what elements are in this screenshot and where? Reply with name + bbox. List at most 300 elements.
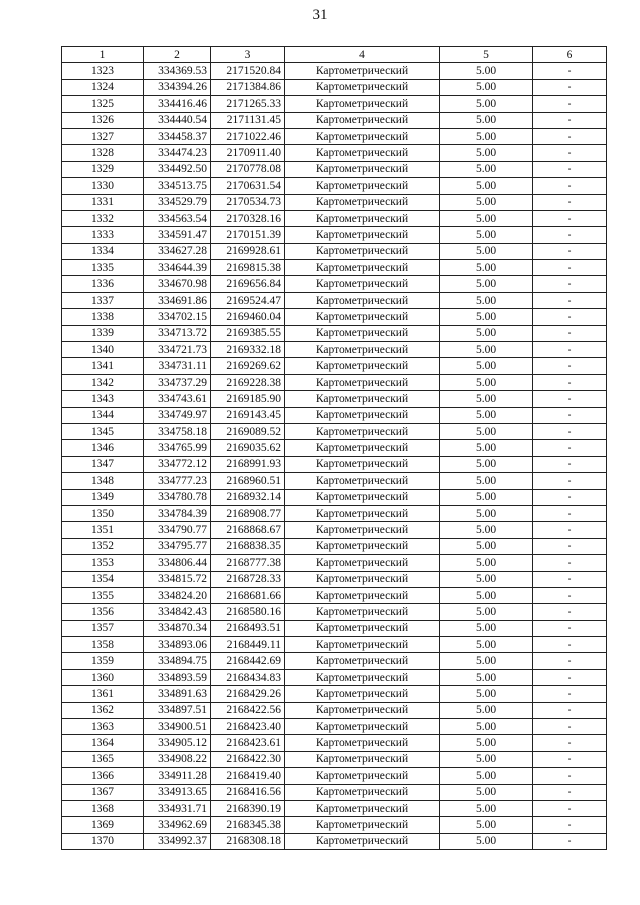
point-number-cell: 1348	[62, 473, 144, 489]
y-coordinate-cell: 2168423.40	[211, 719, 285, 735]
point-number-cell: 1346	[62, 440, 144, 456]
description-cell: -	[533, 456, 607, 472]
point-number-cell: 1366	[62, 768, 144, 784]
x-coordinate-cell: 334416.46	[144, 96, 211, 112]
method-cell: Картометрический	[285, 309, 440, 325]
description-cell: -	[533, 653, 607, 669]
method-cell: Картометрический	[285, 751, 440, 767]
x-coordinate-cell: 334474.23	[144, 145, 211, 161]
method-cell: Картометрический	[285, 604, 440, 620]
point-number-cell: 1323	[62, 63, 144, 79]
y-coordinate-cell: 2171520.84	[211, 63, 285, 79]
description-cell: -	[533, 571, 607, 587]
point-number-cell: 1327	[62, 128, 144, 144]
point-number-cell: 1353	[62, 555, 144, 571]
x-coordinate-cell: 334795.77	[144, 538, 211, 554]
y-coordinate-cell: 2168728.33	[211, 571, 285, 587]
table-row	[62, 112, 607, 128]
x-coordinate-cell: 334870.34	[144, 620, 211, 636]
description-cell: -	[533, 522, 607, 538]
point-number-cell: 1325	[62, 96, 144, 112]
y-coordinate-cell: 2168422.56	[211, 702, 285, 718]
description-cell: -	[533, 161, 607, 177]
y-coordinate-cell: 2168777.38	[211, 555, 285, 571]
x-coordinate-cell: 334440.54	[144, 112, 211, 128]
accuracy-cell: 5.00	[440, 538, 533, 554]
method-cell: Картометрический	[285, 325, 440, 341]
description-cell: -	[533, 423, 607, 439]
y-coordinate-cell: 2168442.69	[211, 653, 285, 669]
x-coordinate-cell: 334893.59	[144, 669, 211, 685]
y-coordinate-cell: 2169656.84	[211, 276, 285, 292]
y-coordinate-cell: 2170151.39	[211, 227, 285, 243]
x-coordinate-cell: 334458.37	[144, 128, 211, 144]
method-cell: Картометрический	[285, 374, 440, 390]
y-coordinate-cell: 2168493.51	[211, 620, 285, 636]
accuracy-cell: 5.00	[440, 800, 533, 816]
point-number-cell: 1333	[62, 227, 144, 243]
description-cell: -	[533, 637, 607, 653]
accuracy-cell: 5.00	[440, 686, 533, 702]
table-row	[62, 227, 607, 243]
x-coordinate-cell: 334394.26	[144, 79, 211, 95]
table-row	[62, 751, 607, 767]
description-cell: -	[533, 407, 607, 423]
x-coordinate-cell: 334992.37	[144, 833, 211, 849]
x-coordinate-cell: 334913.65	[144, 784, 211, 800]
table-row	[62, 407, 607, 423]
x-coordinate-cell: 334772.12	[144, 456, 211, 472]
point-number-cell: 1330	[62, 178, 144, 194]
point-number-cell: 1367	[62, 784, 144, 800]
description-cell: -	[533, 833, 607, 849]
table-row	[62, 637, 607, 653]
y-coordinate-cell: 2168434.83	[211, 669, 285, 685]
y-coordinate-cell: 2168416.56	[211, 784, 285, 800]
x-coordinate-cell: 334900.51	[144, 719, 211, 735]
y-coordinate-cell: 2168991.93	[211, 456, 285, 472]
y-coordinate-cell: 2171384.86	[211, 79, 285, 95]
description-cell: -	[533, 817, 607, 833]
accuracy-cell: 5.00	[440, 489, 533, 505]
table-row	[62, 145, 607, 161]
table-row	[62, 178, 607, 194]
description-cell: -	[533, 194, 607, 210]
x-coordinate-cell: 334713.72	[144, 325, 211, 341]
description-cell: -	[533, 79, 607, 95]
table-row	[62, 489, 607, 505]
column-header-6: 6	[533, 47, 607, 63]
method-cell: Картометрический	[285, 210, 440, 226]
point-number-cell: 1343	[62, 391, 144, 407]
point-number-cell: 1345	[62, 423, 144, 439]
method-cell: Картометрический	[285, 817, 440, 833]
accuracy-cell: 5.00	[440, 571, 533, 587]
point-number-cell: 1326	[62, 112, 144, 128]
point-number-cell: 1369	[62, 817, 144, 833]
accuracy-cell: 5.00	[440, 63, 533, 79]
accuracy-cell: 5.00	[440, 178, 533, 194]
header-row	[62, 47, 607, 63]
table-row	[62, 473, 607, 489]
page-number: 31	[312, 7, 328, 23]
description-cell: -	[533, 358, 607, 374]
accuracy-cell: 5.00	[440, 555, 533, 571]
accuracy-cell: 5.00	[440, 210, 533, 226]
coordinates-table	[61, 46, 607, 850]
table-row	[62, 358, 607, 374]
description-cell: -	[533, 587, 607, 603]
accuracy-cell: 5.00	[440, 358, 533, 374]
y-coordinate-cell: 2169332.18	[211, 342, 285, 358]
table-row	[62, 686, 607, 702]
accuracy-cell: 5.00	[440, 751, 533, 767]
x-coordinate-cell: 334815.72	[144, 571, 211, 587]
point-number-cell: 1359	[62, 653, 144, 669]
y-coordinate-cell: 2168960.51	[211, 473, 285, 489]
method-cell: Картометрический	[285, 260, 440, 276]
table-row	[62, 833, 607, 849]
table-row	[62, 79, 607, 95]
point-number-cell: 1355	[62, 587, 144, 603]
table-row	[62, 325, 607, 341]
point-number-cell: 1337	[62, 292, 144, 308]
method-cell: Картометрический	[285, 768, 440, 784]
accuracy-cell: 5.00	[440, 817, 533, 833]
accuracy-cell: 5.00	[440, 145, 533, 161]
y-coordinate-cell: 2169460.04	[211, 309, 285, 325]
x-coordinate-cell: 334513.75	[144, 178, 211, 194]
description-cell: -	[533, 342, 607, 358]
accuracy-cell: 5.00	[440, 309, 533, 325]
point-number-cell: 1332	[62, 210, 144, 226]
table-row	[62, 669, 607, 685]
x-coordinate-cell: 334911.28	[144, 768, 211, 784]
table-row	[62, 784, 607, 800]
y-coordinate-cell: 2168868.67	[211, 522, 285, 538]
point-number-cell: 1335	[62, 260, 144, 276]
method-cell: Картометрический	[285, 391, 440, 407]
point-number-cell: 1342	[62, 374, 144, 390]
table-row	[62, 161, 607, 177]
description-cell: -	[533, 620, 607, 636]
description-cell: -	[533, 210, 607, 226]
point-number-cell: 1328	[62, 145, 144, 161]
accuracy-cell: 5.00	[440, 768, 533, 784]
y-coordinate-cell: 2168580.16	[211, 604, 285, 620]
y-coordinate-cell: 2170778.08	[211, 161, 285, 177]
method-cell: Картометрический	[285, 620, 440, 636]
description-cell: -	[533, 391, 607, 407]
column-header-1: 1	[62, 47, 144, 63]
description-cell: -	[533, 440, 607, 456]
x-coordinate-cell: 334897.51	[144, 702, 211, 718]
accuracy-cell: 5.00	[440, 79, 533, 95]
accuracy-cell: 5.00	[440, 342, 533, 358]
x-coordinate-cell: 334765.99	[144, 440, 211, 456]
method-cell: Картометрический	[285, 784, 440, 800]
description-cell: -	[533, 505, 607, 521]
y-coordinate-cell: 2169228.38	[211, 374, 285, 390]
method-cell: Картометрический	[285, 702, 440, 718]
accuracy-cell: 5.00	[440, 735, 533, 751]
accuracy-cell: 5.00	[440, 227, 533, 243]
accuracy-cell: 5.00	[440, 374, 533, 390]
x-coordinate-cell: 334737.29	[144, 374, 211, 390]
point-number-cell: 1338	[62, 309, 144, 325]
method-cell: Картометрический	[285, 128, 440, 144]
accuracy-cell: 5.00	[440, 407, 533, 423]
x-coordinate-cell: 334563.54	[144, 210, 211, 226]
description-cell: -	[533, 145, 607, 161]
description-cell: -	[533, 63, 607, 79]
accuracy-cell: 5.00	[440, 112, 533, 128]
column-header-2: 2	[144, 47, 211, 63]
x-coordinate-cell: 334702.15	[144, 309, 211, 325]
accuracy-cell: 5.00	[440, 522, 533, 538]
accuracy-cell: 5.00	[440, 276, 533, 292]
description-cell: -	[533, 800, 607, 816]
x-coordinate-cell: 334891.63	[144, 686, 211, 702]
method-cell: Картометрический	[285, 79, 440, 95]
y-coordinate-cell: 2169928.61	[211, 243, 285, 259]
point-number-cell: 1344	[62, 407, 144, 423]
y-coordinate-cell: 2168422.30	[211, 751, 285, 767]
method-cell: Картометрический	[285, 292, 440, 308]
table-row	[62, 538, 607, 554]
x-coordinate-cell: 334784.39	[144, 505, 211, 521]
table-row	[62, 96, 607, 112]
table-row	[62, 800, 607, 816]
y-coordinate-cell: 2171131.45	[211, 112, 285, 128]
description-cell: -	[533, 735, 607, 751]
column-header-4: 4	[285, 47, 440, 63]
table-row	[62, 309, 607, 325]
x-coordinate-cell: 334842.43	[144, 604, 211, 620]
accuracy-cell: 5.00	[440, 456, 533, 472]
accuracy-cell: 5.00	[440, 833, 533, 849]
description-cell: -	[533, 325, 607, 341]
x-coordinate-cell: 334731.11	[144, 358, 211, 374]
accuracy-cell: 5.00	[440, 128, 533, 144]
table-header	[62, 47, 607, 63]
point-number-cell: 1354	[62, 571, 144, 587]
description-cell: -	[533, 374, 607, 390]
accuracy-cell: 5.00	[440, 194, 533, 210]
accuracy-cell: 5.00	[440, 587, 533, 603]
column-header-3: 3	[211, 47, 285, 63]
point-number-cell: 1351	[62, 522, 144, 538]
method-cell: Картометрический	[285, 489, 440, 505]
method-cell: Картометрический	[285, 161, 440, 177]
y-coordinate-cell: 2168390.19	[211, 800, 285, 816]
description-cell: -	[533, 260, 607, 276]
method-cell: Картометрический	[285, 227, 440, 243]
table-row	[62, 620, 607, 636]
table-row	[62, 292, 607, 308]
x-coordinate-cell: 334905.12	[144, 735, 211, 751]
point-number-cell: 1368	[62, 800, 144, 816]
description-cell: -	[533, 686, 607, 702]
y-coordinate-cell: 2170631.54	[211, 178, 285, 194]
x-coordinate-cell: 334894.75	[144, 653, 211, 669]
table-row	[62, 719, 607, 735]
point-number-cell: 1352	[62, 538, 144, 554]
x-coordinate-cell: 334644.39	[144, 260, 211, 276]
x-coordinate-cell: 334369.53	[144, 63, 211, 79]
point-number-cell: 1365	[62, 751, 144, 767]
method-cell: Картометрический	[285, 194, 440, 210]
method-cell: Картометрический	[285, 456, 440, 472]
description-cell: -	[533, 604, 607, 620]
method-cell: Картометрический	[285, 243, 440, 259]
description-cell: -	[533, 768, 607, 784]
accuracy-cell: 5.00	[440, 161, 533, 177]
method-cell: Картометрический	[285, 505, 440, 521]
description-cell: -	[533, 227, 607, 243]
point-number-cell: 1324	[62, 79, 144, 95]
description-cell: -	[533, 489, 607, 505]
y-coordinate-cell: 2171022.46	[211, 128, 285, 144]
accuracy-cell: 5.00	[440, 784, 533, 800]
method-cell: Картометрический	[285, 555, 440, 571]
accuracy-cell: 5.00	[440, 637, 533, 653]
method-cell: Картометрический	[285, 96, 440, 112]
table-row	[62, 505, 607, 521]
description-cell: -	[533, 96, 607, 112]
accuracy-cell: 5.00	[440, 473, 533, 489]
y-coordinate-cell: 2168449.11	[211, 637, 285, 653]
y-coordinate-cell: 2169385.55	[211, 325, 285, 341]
point-number-cell: 1362	[62, 702, 144, 718]
y-coordinate-cell: 2168345.38	[211, 817, 285, 833]
description-cell: -	[533, 276, 607, 292]
point-number-cell: 1339	[62, 325, 144, 341]
table-row	[62, 604, 607, 620]
x-coordinate-cell: 334492.50	[144, 161, 211, 177]
method-cell: Картометрический	[285, 145, 440, 161]
y-coordinate-cell: 2170911.40	[211, 145, 285, 161]
method-cell: Картометрический	[285, 686, 440, 702]
x-coordinate-cell: 334743.61	[144, 391, 211, 407]
column-header-5: 5	[440, 47, 533, 63]
y-coordinate-cell: 2168429.26	[211, 686, 285, 702]
description-cell: -	[533, 555, 607, 571]
table-row	[62, 456, 607, 472]
method-cell: Картометрический	[285, 473, 440, 489]
point-number-cell: 1357	[62, 620, 144, 636]
description-cell: -	[533, 309, 607, 325]
y-coordinate-cell: 2169815.38	[211, 260, 285, 276]
method-cell: Картометрический	[285, 735, 440, 751]
description-cell: -	[533, 719, 607, 735]
y-coordinate-cell: 2169035.62	[211, 440, 285, 456]
point-number-cell: 1341	[62, 358, 144, 374]
table-row	[62, 210, 607, 226]
accuracy-cell: 5.00	[440, 96, 533, 112]
description-cell: -	[533, 178, 607, 194]
point-number-cell: 1336	[62, 276, 144, 292]
method-cell: Картометрический	[285, 342, 440, 358]
y-coordinate-cell: 2168838.35	[211, 538, 285, 554]
y-coordinate-cell: 2168419.40	[211, 768, 285, 784]
description-cell: -	[533, 751, 607, 767]
table-row	[62, 243, 607, 259]
accuracy-cell: 5.00	[440, 243, 533, 259]
x-coordinate-cell: 334627.28	[144, 243, 211, 259]
method-cell: Картометрический	[285, 440, 440, 456]
point-number-cell: 1349	[62, 489, 144, 505]
table-row	[62, 522, 607, 538]
method-cell: Картометрический	[285, 112, 440, 128]
y-coordinate-cell: 2168423.61	[211, 735, 285, 751]
point-number-cell: 1358	[62, 637, 144, 653]
accuracy-cell: 5.00	[440, 292, 533, 308]
accuracy-cell: 5.00	[440, 702, 533, 718]
x-coordinate-cell: 334780.78	[144, 489, 211, 505]
point-number-cell: 1331	[62, 194, 144, 210]
accuracy-cell: 5.00	[440, 423, 533, 439]
accuracy-cell: 5.00	[440, 260, 533, 276]
table-row	[62, 587, 607, 603]
method-cell: Картометрический	[285, 833, 440, 849]
x-coordinate-cell: 334529.79	[144, 194, 211, 210]
point-number-cell: 1340	[62, 342, 144, 358]
table-row	[62, 702, 607, 718]
method-cell: Картометрический	[285, 571, 440, 587]
description-cell: -	[533, 538, 607, 554]
y-coordinate-cell: 2168932.14	[211, 489, 285, 505]
table-row	[62, 735, 607, 751]
x-coordinate-cell: 334893.06	[144, 637, 211, 653]
y-coordinate-cell: 2168308.18	[211, 833, 285, 849]
table-row	[62, 374, 607, 390]
point-number-cell: 1347	[62, 456, 144, 472]
table-row	[62, 391, 607, 407]
x-coordinate-cell: 334777.23	[144, 473, 211, 489]
x-coordinate-cell: 334824.20	[144, 587, 211, 603]
point-number-cell: 1356	[62, 604, 144, 620]
method-cell: Картометрический	[285, 178, 440, 194]
point-number-cell: 1361	[62, 686, 144, 702]
y-coordinate-cell: 2169524.47	[211, 292, 285, 308]
y-coordinate-cell: 2170534.73	[211, 194, 285, 210]
table-row	[62, 555, 607, 571]
description-cell: -	[533, 292, 607, 308]
x-coordinate-cell: 334670.98	[144, 276, 211, 292]
x-coordinate-cell: 334691.86	[144, 292, 211, 308]
y-coordinate-cell: 2169185.90	[211, 391, 285, 407]
x-coordinate-cell: 334721.73	[144, 342, 211, 358]
accuracy-cell: 5.00	[440, 604, 533, 620]
point-number-cell: 1329	[62, 161, 144, 177]
description-cell: -	[533, 784, 607, 800]
table-body	[62, 63, 607, 850]
x-coordinate-cell: 334591.47	[144, 227, 211, 243]
table-row	[62, 276, 607, 292]
method-cell: Картометрический	[285, 276, 440, 292]
method-cell: Картометрический	[285, 358, 440, 374]
method-cell: Картометрический	[285, 63, 440, 79]
method-cell: Картометрический	[285, 669, 440, 685]
accuracy-cell: 5.00	[440, 391, 533, 407]
y-coordinate-cell: 2170328.16	[211, 210, 285, 226]
y-coordinate-cell: 2168681.66	[211, 587, 285, 603]
table-row	[62, 423, 607, 439]
y-coordinate-cell: 2169089.52	[211, 423, 285, 439]
table-row	[62, 571, 607, 587]
point-number-cell: 1363	[62, 719, 144, 735]
